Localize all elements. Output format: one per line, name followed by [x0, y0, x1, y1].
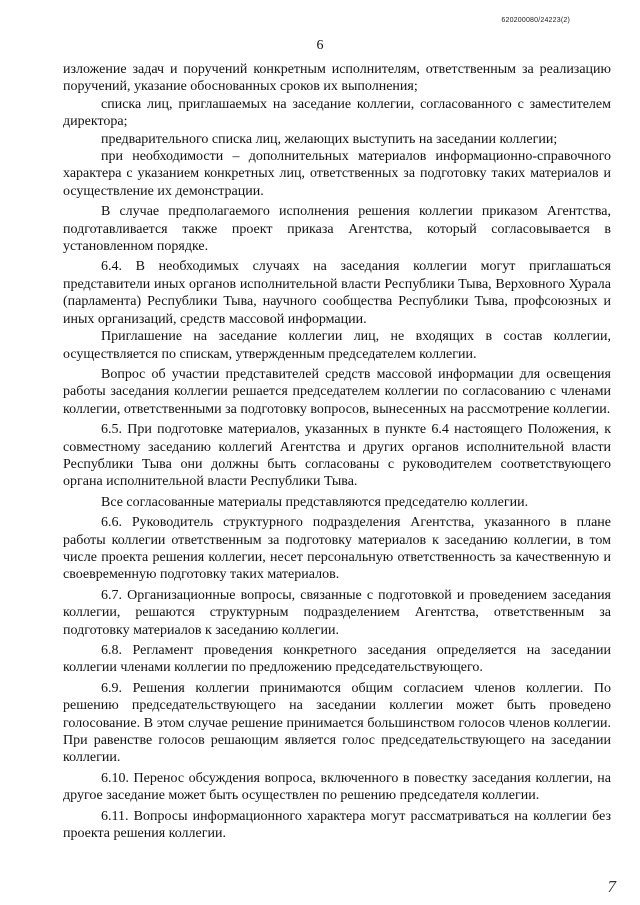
paragraph: 6.9. Решения коллегии принимаются общим согласием членов коллегии. По решению председательствующего на заседании коллегии может быть проведено голосование. В этом случае решение принимается большинством голосов членов коллегии. При равенстве голосов решающим является голос председательствующего на заседании коллегии.	[63, 680, 611, 766]
paragraph: 6.5. При подготовке материалов, указанных в пункте 6.4 настоящего Положения, к совместному заседанию коллегий Агентства и других органов исполнительной власти Республики Тыва они должны быть согласованы с руководителем соответствующего органа исполнительной власти Республики Тыва.	[63, 422, 611, 490]
paragraph: изложение задач и поручений конкретным исполнителям, ответственным за реализацию поручений, указание обоснованных сроков их выполнения;	[63, 62, 611, 95]
paragraph: при необходимости – дополнительных материалов информационно-справочного характера с указанием конкретных лиц, ответственных за подготовку таких материалов и осуществление их демонстрации.	[63, 149, 611, 199]
paragraph: 6.4. В необходимых случаях на заседания коллегии могут приглашаться представители иных органов исполнительной власти Республики Тыва, Верховного Хурала (парламента) Республики Тыва, научного сообщества Республики Тыва, профсоюзных и иных организаций, средств массовой информации.	[63, 259, 611, 327]
page-number: 6	[316, 38, 324, 53]
paragraph: 6.10. Перенос обсуждения вопроса, включенного в повестку заседания коллегии, на другое заседание может быть осуществлен по решению председателя коллегии.	[63, 770, 611, 804]
paragraph: 6.11. Вопросы информационного характера могут рассматриваться на коллегии без проекта решения коллегии.	[63, 808, 611, 842]
handwritten-page-mark: 7	[607, 877, 616, 896]
paragraph: 6.6. Руководитель структурного подразделения Агентства, указанного в плане работы коллегии ответственным за подготовку материалов к заседанию коллегии, в том числе проекта решения коллегии, несет персональную ответственность за качественную и своевременную подготовку таких материалов.	[63, 515, 611, 583]
paragraph: В случае предполагаемого исполнения решения коллегии приказом Агентства, подготавливается также проект приказа Агентства, который согласовывается в установленном порядке.	[63, 204, 611, 255]
document-body	[63, 61, 611, 842]
paragraph: Все согласованные материалы представляются председателю коллегии.	[101, 494, 529, 510]
paragraph: Вопрос об участии представителей средств массовой информации для освещения работы заседания коллегии решается председателем коллегии по согласованию с членами коллегии, ответственными за подготовку вопросов, вынесенных на рассмотрение коллегии.	[63, 366, 611, 417]
paragraph: 6.7. Организационные вопросы, связанные с подготовкой и проведением заседания коллегии, решаются структурным подразделением Агентства, ответственным за подготовку материалов к заседанию коллегии.	[63, 587, 611, 638]
paragraph: Приглашение на заседание коллегии лиц, не входящих в состав коллегии, осуществляется по спискам, утвержденным председателем коллегии.	[63, 329, 611, 362]
paragraph: 6.8. Регламент проведения конкретного заседания определяется на заседании коллегии членами коллегии по предложению председательствующего.	[63, 643, 611, 676]
document-code: 620200080/24223(2)	[501, 17, 570, 24]
paragraph: предварительного списка лиц, желающих выступить на заседании коллегии;	[101, 131, 558, 147]
paragraph: списка лиц, приглашаемых на заседание коллегии, согласованного с заместителем директора;	[63, 96, 611, 130]
